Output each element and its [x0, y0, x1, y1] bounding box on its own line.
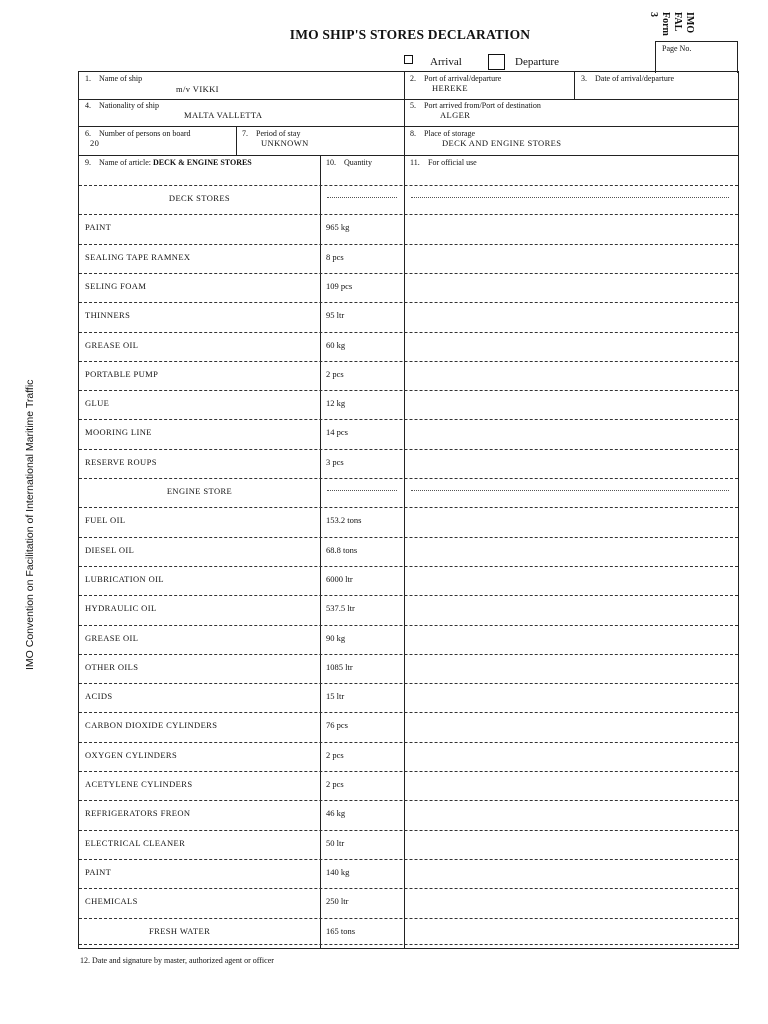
- table-row: [79, 213, 738, 242]
- field-number: 6.: [85, 129, 91, 138]
- dashed-divider: [79, 800, 738, 801]
- article-name[interactable]: GREASE OIL: [85, 339, 139, 350]
- dashed-divider: [79, 595, 738, 596]
- table-row: [79, 243, 738, 272]
- nationality-field: [85, 101, 159, 110]
- article-name[interactable]: PAINT: [85, 866, 112, 877]
- field-label: Port arrived from/Port of destination: [424, 101, 541, 110]
- article-name[interactable]: CHEMICALS: [85, 896, 138, 907]
- article-name[interactable]: FUEL OIL: [85, 515, 126, 526]
- table-row: [79, 711, 738, 740]
- field-label: Place of storage: [424, 129, 476, 138]
- article-name[interactable]: ELECTRICAL CLEANER: [85, 837, 186, 848]
- field-number: 10.: [326, 158, 336, 167]
- dashed-divider: [79, 185, 738, 186]
- name-of-article-field: [85, 158, 252, 167]
- article-quantity[interactable]: 14 pcs: [326, 427, 348, 438]
- table-row: [79, 301, 738, 330]
- dashed-divider: [79, 449, 738, 450]
- dotted-placeholder: [327, 490, 397, 491]
- article-quantity[interactable]: 76 pcs: [326, 720, 348, 731]
- article-quantity[interactable]: 109 pcs: [326, 280, 353, 291]
- article-name[interactable]: SELING FOAM: [85, 280, 147, 291]
- dashed-divider: [79, 771, 738, 772]
- dashed-divider: [79, 273, 738, 274]
- dashed-divider: [79, 478, 738, 479]
- dashed-divider: [79, 332, 738, 333]
- dashed-divider: [79, 507, 738, 508]
- table-row: [79, 682, 738, 711]
- name-of-article-value: DECK & ENGINE STORES: [152, 158, 252, 167]
- article-name[interactable]: MOORING LINE: [85, 427, 152, 438]
- dashed-divider: [79, 361, 738, 362]
- article-quantity[interactable]: 60 kg: [326, 339, 346, 350]
- dashed-divider: [79, 683, 738, 684]
- period-of-stay-value[interactable]: UNKNOWN: [261, 138, 309, 148]
- page-number-box[interactable]: [655, 41, 738, 73]
- field-number: 11.: [410, 158, 420, 167]
- section-heading: DECK STORES: [168, 193, 231, 203]
- dashed-divider: [79, 654, 738, 655]
- article-quantity[interactable]: 153.2 tons: [326, 515, 362, 526]
- form-title: IMO SHIP'S STORES DECLARATION: [289, 27, 531, 42]
- dashed-divider: [79, 390, 738, 391]
- departure-checkbox[interactable]: [488, 54, 505, 70]
- field-label: Date of arrival/departure: [595, 74, 675, 83]
- imo-code-line: Form: [660, 12, 671, 36]
- field-label: Name of ship: [99, 74, 143, 83]
- article-quantity[interactable]: 965 kg: [326, 222, 350, 233]
- article-quantity[interactable]: 165 tons: [326, 925, 356, 936]
- article-name[interactable]: HYDRAULIC OIL: [85, 603, 157, 614]
- field-number: 4.: [85, 101, 91, 110]
- field-label: Nationality of ship: [99, 101, 159, 110]
- dashed-divider: [79, 244, 738, 245]
- section-heading-row: [79, 477, 738, 506]
- article-quantity[interactable]: 15 ltr: [326, 691, 345, 702]
- place-of-storage-value[interactable]: DECK AND ENGINE STORES: [442, 138, 562, 148]
- field-number: 9.: [85, 158, 91, 167]
- article-name[interactable]: CARBON DIOXIDE CYLINDERS: [85, 720, 218, 731]
- dashed-divider: [79, 625, 738, 626]
- table-row: [79, 887, 738, 916]
- divider: [79, 155, 738, 156]
- field-number: 3.: [581, 74, 587, 83]
- dashed-divider: [79, 888, 738, 889]
- article-name[interactable]: THINNERS: [85, 310, 131, 321]
- departure-label: Departure: [515, 56, 559, 68]
- dotted-placeholder: [327, 197, 397, 198]
- date-of-arrival-field: [581, 74, 674, 83]
- place-of-storage-field: [410, 129, 475, 138]
- article-name[interactable]: DIESEL OIL: [85, 544, 135, 555]
- article-quantity[interactable]: 537.5 ltr: [326, 603, 355, 614]
- article-quantity[interactable]: 2 pcs: [326, 368, 344, 379]
- table-row: [79, 506, 738, 535]
- article-name[interactable]: PORTABLE PUMP: [85, 368, 159, 379]
- field-number: 1.: [85, 74, 91, 83]
- field-label: Period of stay: [256, 129, 301, 138]
- imo-code-line: IMO: [684, 12, 695, 34]
- divider: [236, 126, 237, 155]
- article-quantity[interactable]: 2 pcs: [326, 779, 344, 789]
- table-row: [79, 565, 738, 594]
- article-quantity[interactable]: 140 kg: [326, 866, 350, 877]
- persons-on-board-value[interactable]: 20: [90, 138, 100, 148]
- table-row: [79, 858, 738, 887]
- field-label: Port of arrival/departure: [424, 74, 502, 83]
- field-number: 5.: [410, 101, 416, 110]
- port-arrived-from-value[interactable]: ALGER: [440, 110, 471, 120]
- signature-label: Date and signature by master, authorized agent or officer: [92, 956, 274, 965]
- table-row: [79, 360, 738, 389]
- divider: [79, 126, 738, 127]
- table-row: [79, 917, 738, 946]
- signature-line[interactable]: [80, 956, 274, 965]
- page-number-label: Page No.: [662, 44, 692, 53]
- port-arrived-from-field: [410, 101, 541, 110]
- table-row: [79, 624, 738, 653]
- field-number: 2.: [410, 74, 416, 83]
- article-quantity[interactable]: 2 pcs: [326, 749, 344, 760]
- article-name[interactable]: RESERVE ROUPS: [85, 456, 157, 467]
- table-row: [79, 799, 738, 828]
- table-row: [79, 829, 738, 858]
- dashed-divider: [79, 918, 738, 919]
- field-label: Name of article:: [99, 158, 151, 167]
- field-number: 8.: [410, 129, 416, 138]
- field-label: Quantity: [344, 158, 372, 167]
- port-of-arrival-field: [410, 74, 501, 83]
- article-quantity[interactable]: 90 kg: [326, 632, 346, 643]
- arrival-checkbox[interactable]: [404, 55, 413, 64]
- dotted-placeholder: [411, 197, 729, 198]
- article-quantity[interactable]: 95 ltr: [326, 310, 345, 321]
- nationality-value[interactable]: MALTA VALLETTA: [184, 110, 263, 120]
- article-name[interactable]: LUBRICATION OIL: [85, 573, 164, 584]
- section-heading-row: [79, 184, 738, 213]
- article-name[interactable]: OXYGEN CYLINDERS: [85, 749, 178, 760]
- imo-code-line: 3: [648, 12, 659, 17]
- period-of-stay-field: [242, 129, 300, 138]
- stores-declaration-form: [78, 71, 739, 949]
- name-of-ship-field: [85, 74, 142, 83]
- article-quantity[interactable]: 6000 ltr: [326, 573, 353, 584]
- arrival-label: Arrival: [430, 56, 462, 68]
- article-name[interactable]: GREASE OIL: [85, 632, 139, 643]
- field-number: 7.: [242, 129, 248, 138]
- article-quantity[interactable]: 3 pcs: [326, 456, 344, 467]
- port-of-arrival-value[interactable]: HEREKE: [432, 83, 468, 93]
- official-use-header: [410, 158, 477, 167]
- article-name[interactable]: PAINT: [85, 222, 112, 233]
- dashed-divider: [79, 537, 738, 538]
- quantity-header: [326, 158, 372, 167]
- dashed-divider: [79, 419, 738, 420]
- convention-side-text: IMO Convention on Facilitation of International Maritime Traffic: [24, 379, 36, 670]
- dashed-divider: [79, 742, 738, 743]
- imo-code-line: FAL: [672, 12, 683, 32]
- article-quantity[interactable]: 50 ltr: [326, 837, 345, 848]
- dashed-divider: [79, 302, 738, 303]
- article-name[interactable]: SEALING TAPE RAMNEX: [85, 251, 191, 262]
- dashed-divider: [79, 712, 738, 713]
- field-label: Number of persons on board: [99, 129, 191, 138]
- table-row: [79, 331, 738, 360]
- field-number: 12.: [80, 956, 90, 965]
- article-name[interactable]: GLUE: [85, 398, 110, 409]
- article-quantity[interactable]: 250 ltr: [326, 896, 349, 907]
- table-row: [79, 389, 738, 418]
- table-row: [79, 741, 738, 770]
- article-quantity[interactable]: 68.8 tons: [326, 544, 358, 555]
- article-quantity[interactable]: 1085 ltr: [326, 661, 353, 672]
- table-row: [79, 448, 738, 477]
- dashed-divider: [79, 566, 738, 567]
- section-heading: ENGINE STORE: [166, 486, 233, 496]
- divider: [79, 99, 738, 100]
- table-row: [79, 770, 738, 799]
- article-quantity[interactable]: 12 kg: [326, 398, 346, 409]
- dashed-divider: [79, 214, 738, 215]
- article-quantity[interactable]: 46 kg: [326, 808, 346, 819]
- article-name[interactable]: ACIDS: [85, 691, 113, 702]
- table-row: [79, 272, 738, 301]
- dashed-divider: [79, 830, 738, 831]
- divider: [574, 72, 575, 99]
- table-row: [79, 594, 738, 623]
- dashed-divider: [79, 859, 738, 860]
- field-label: For official use: [428, 158, 477, 167]
- persons-on-board-field: [85, 129, 191, 138]
- table-row: [79, 418, 738, 447]
- article-name[interactable]: FRESH WATER: [149, 925, 211, 936]
- article-name[interactable]: REFRIGERATORS FREON: [85, 808, 191, 819]
- name-of-ship-value[interactable]: m/v VIKKI: [176, 84, 219, 94]
- article-quantity[interactable]: 8 pcs: [326, 251, 344, 262]
- article-name[interactable]: ACETYLENE CYLINDERS: [85, 779, 193, 789]
- dashed-divider: [79, 944, 738, 945]
- table-row: [79, 653, 738, 682]
- table-row: [79, 536, 738, 565]
- dotted-placeholder: [411, 490, 729, 491]
- article-name[interactable]: OTHER OILS: [85, 661, 139, 672]
